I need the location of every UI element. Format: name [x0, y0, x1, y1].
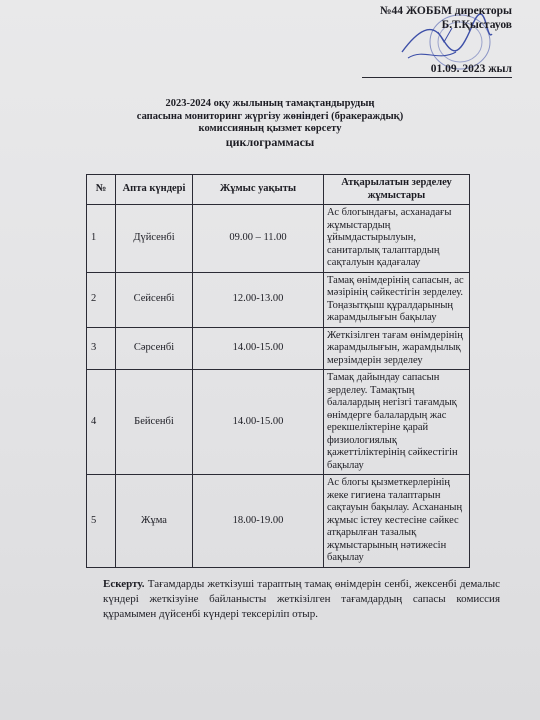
- row-task: Ас блогы қызметкерлерінің жеке гигиена талаптарын сақтауын бақылау. Асхананың жұмыс істеу кестесіне сәйкес атқарылған тазалық жұмыстарының нәтижесін бақылау: [324, 475, 470, 568]
- row-weekday: Сейсенбі: [116, 272, 193, 327]
- row-task: Тамақ өнімдерінің сапасын, ас мәзірінің сәйкестігін зерделеу. Тоңазытқыш құралдарының жарамдылығын бақылау: [324, 272, 470, 327]
- heading-line-2: сапасына мониторинг жүргізу жөніндегі (бракераждық): [136, 110, 404, 122]
- table-row: [87, 272, 470, 327]
- footnote-label: Ескерту.: [103, 578, 145, 590]
- row-number: 5: [87, 475, 116, 568]
- row-number: 1: [87, 205, 116, 273]
- approval-block: [342, 4, 512, 78]
- table-row: [87, 370, 470, 475]
- header-work-tasks: Атқарылатын зерделеу жұмыстары: [324, 175, 470, 205]
- row-time: 14.00-15.00: [193, 370, 324, 475]
- row-time: 12.00-13.00: [193, 272, 324, 327]
- table-row: [87, 327, 470, 370]
- heading-line-1: 2023-2024 оқу жылының тамақтандырудың: [165, 98, 375, 109]
- row-weekday: Сәрсенбі: [116, 327, 193, 370]
- header-work-time: Жұмыс уақыты: [193, 175, 324, 205]
- row-time: 09.00 – 11.00: [193, 205, 324, 273]
- row-task: Жеткізілген тағам өнімдерінің жарамдылығын, жарамдылық мерзімдерін зерделеу: [324, 327, 470, 370]
- row-time: 14.00-15.00: [193, 327, 324, 370]
- table-row: [87, 475, 470, 568]
- table-row: [87, 205, 470, 273]
- director-name: Б.Т.Қыстауов: [441, 19, 512, 31]
- row-weekday: Жұма: [116, 475, 193, 568]
- row-weekday: Дүйсенбі: [116, 205, 193, 273]
- row-weekday: Бейсенбі: [116, 370, 193, 475]
- row-number: 2: [87, 272, 116, 327]
- document-heading: [0, 98, 540, 148]
- row-number: 4: [87, 370, 116, 475]
- heading-line-3: комиссияның қызмет көрсету: [198, 123, 342, 134]
- heading-line-4: циклограммасы: [225, 134, 315, 149]
- row-task: Ас блогындағы, асханадағы жұмыстардың ұйымдастырылуын, санитарлық талаптардың сақталуын қадағалау: [324, 205, 470, 273]
- approval-date: 01.09. 2023 жыл: [430, 63, 512, 75]
- header-number: №: [87, 175, 116, 205]
- director-title: №44 ЖОББМ директоры: [379, 5, 512, 17]
- footnote-text: Тағамдарды жеткізуші тараптың тамақ өнімдерін сенбі, жексенбі демалыс күндері жеткізуіне байланысты жеткізілген тағамдардың сапасы комиссия құрамымен дүйсенбі күндері тексеріліп отыр.: [103, 578, 500, 620]
- row-number: 3: [87, 327, 116, 370]
- approval-date-underline: [362, 77, 512, 78]
- header-weekday: Апта күндері: [116, 175, 193, 205]
- footnote: [103, 577, 500, 622]
- row-time: 18.00-19.00: [193, 475, 324, 568]
- table-header-row: [87, 175, 470, 205]
- row-task: Тамақ дайындау сапасын зерделеу. Тамақтың балалардың негізгі тағамдық өнімдерге балалардың жас ерекшеліктеріне қарай физиологиялық қажеттіліктерінің сәйкестігін бақылау: [324, 370, 470, 475]
- schedule-table: [86, 174, 470, 568]
